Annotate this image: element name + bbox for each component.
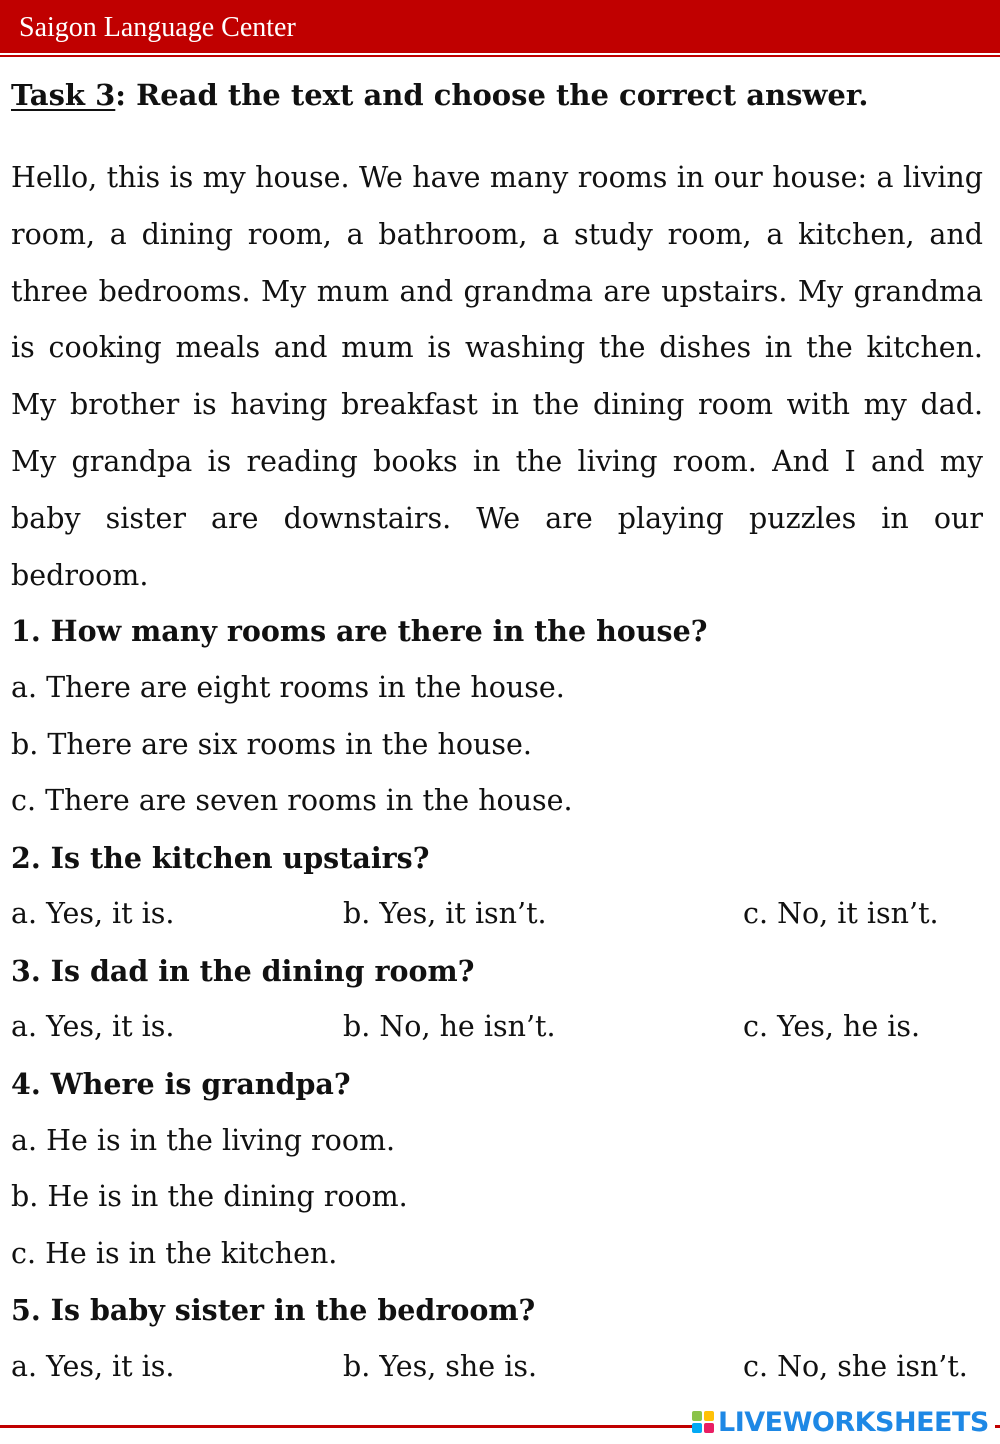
header-divider xyxy=(0,55,1000,57)
question-1-option-b[interactable]: b. There are six rooms in the house. xyxy=(11,728,532,761)
question-5: 5. Is baby sister in the bedroom? xyxy=(11,1293,536,1327)
question-1-option-c[interactable]: c. There are seven rooms in the house. xyxy=(11,784,573,817)
task-label: Task 3 xyxy=(11,78,116,112)
liveworksheets-logo xyxy=(692,1405,995,1439)
header-bar xyxy=(0,0,1000,53)
question-1-option-a[interactable]: a. There are eight rooms in the house. xyxy=(11,671,565,704)
question-3-option-b[interactable]: b. No, he isn’t. xyxy=(343,1010,556,1043)
reading-passage: Hello, this is my house. We have many rooms in our house: a living room, a dining room, a bathroom, a study room, a kitchen, and three bedrooms. My mum and grandma are upstairs. My grandma is cooking meals and mum is washing the dishes in the kitchen. My brother is having breakfast in the dining room with my dad. My grandpa is reading books in the living room. And I and my baby sister are downstairs. We are playing puzzles in our bedroom. xyxy=(11,161,983,592)
liveworksheets-logo-icon xyxy=(692,1411,714,1433)
task-instruction: : Read the text and choose the correct answer. xyxy=(115,78,869,112)
question-5-option-a[interactable]: a. Yes, it is. xyxy=(11,1350,175,1383)
question-3-option-a[interactable]: a. Yes, it is. xyxy=(11,1010,175,1043)
question-3: 3. Is dad in the dining room? xyxy=(11,954,475,988)
question-3-option-c[interactable]: c. Yes, he is. xyxy=(743,1010,921,1043)
question-2-option-c[interactable]: c. No, it isn’t. xyxy=(743,897,939,930)
question-2-option-a[interactable]: a. Yes, it is. xyxy=(11,897,175,930)
logo-text: LIVEWORKSHEETS xyxy=(718,1406,989,1438)
task-heading xyxy=(11,78,869,113)
question-5-option-c[interactable]: c. No, she isn’t. xyxy=(743,1350,968,1383)
question-5-option-b[interactable]: b. Yes, she is. xyxy=(343,1350,538,1383)
question-1: 1. How many rooms are there in the house? xyxy=(11,614,708,648)
question-2: 2. Is the kitchen upstairs? xyxy=(11,841,430,875)
question-4-option-c[interactable]: c. He is in the kitchen. xyxy=(11,1237,338,1270)
question-4-option-a[interactable]: a. He is in the living room. xyxy=(11,1124,396,1157)
question-2-option-b[interactable]: b. Yes, it isn’t. xyxy=(343,897,547,930)
header-title: Saigon Language Center xyxy=(19,12,296,43)
question-4-option-b[interactable]: b. He is in the dining room. xyxy=(11,1180,408,1213)
question-4: 4. Where is grandpa? xyxy=(11,1067,351,1101)
